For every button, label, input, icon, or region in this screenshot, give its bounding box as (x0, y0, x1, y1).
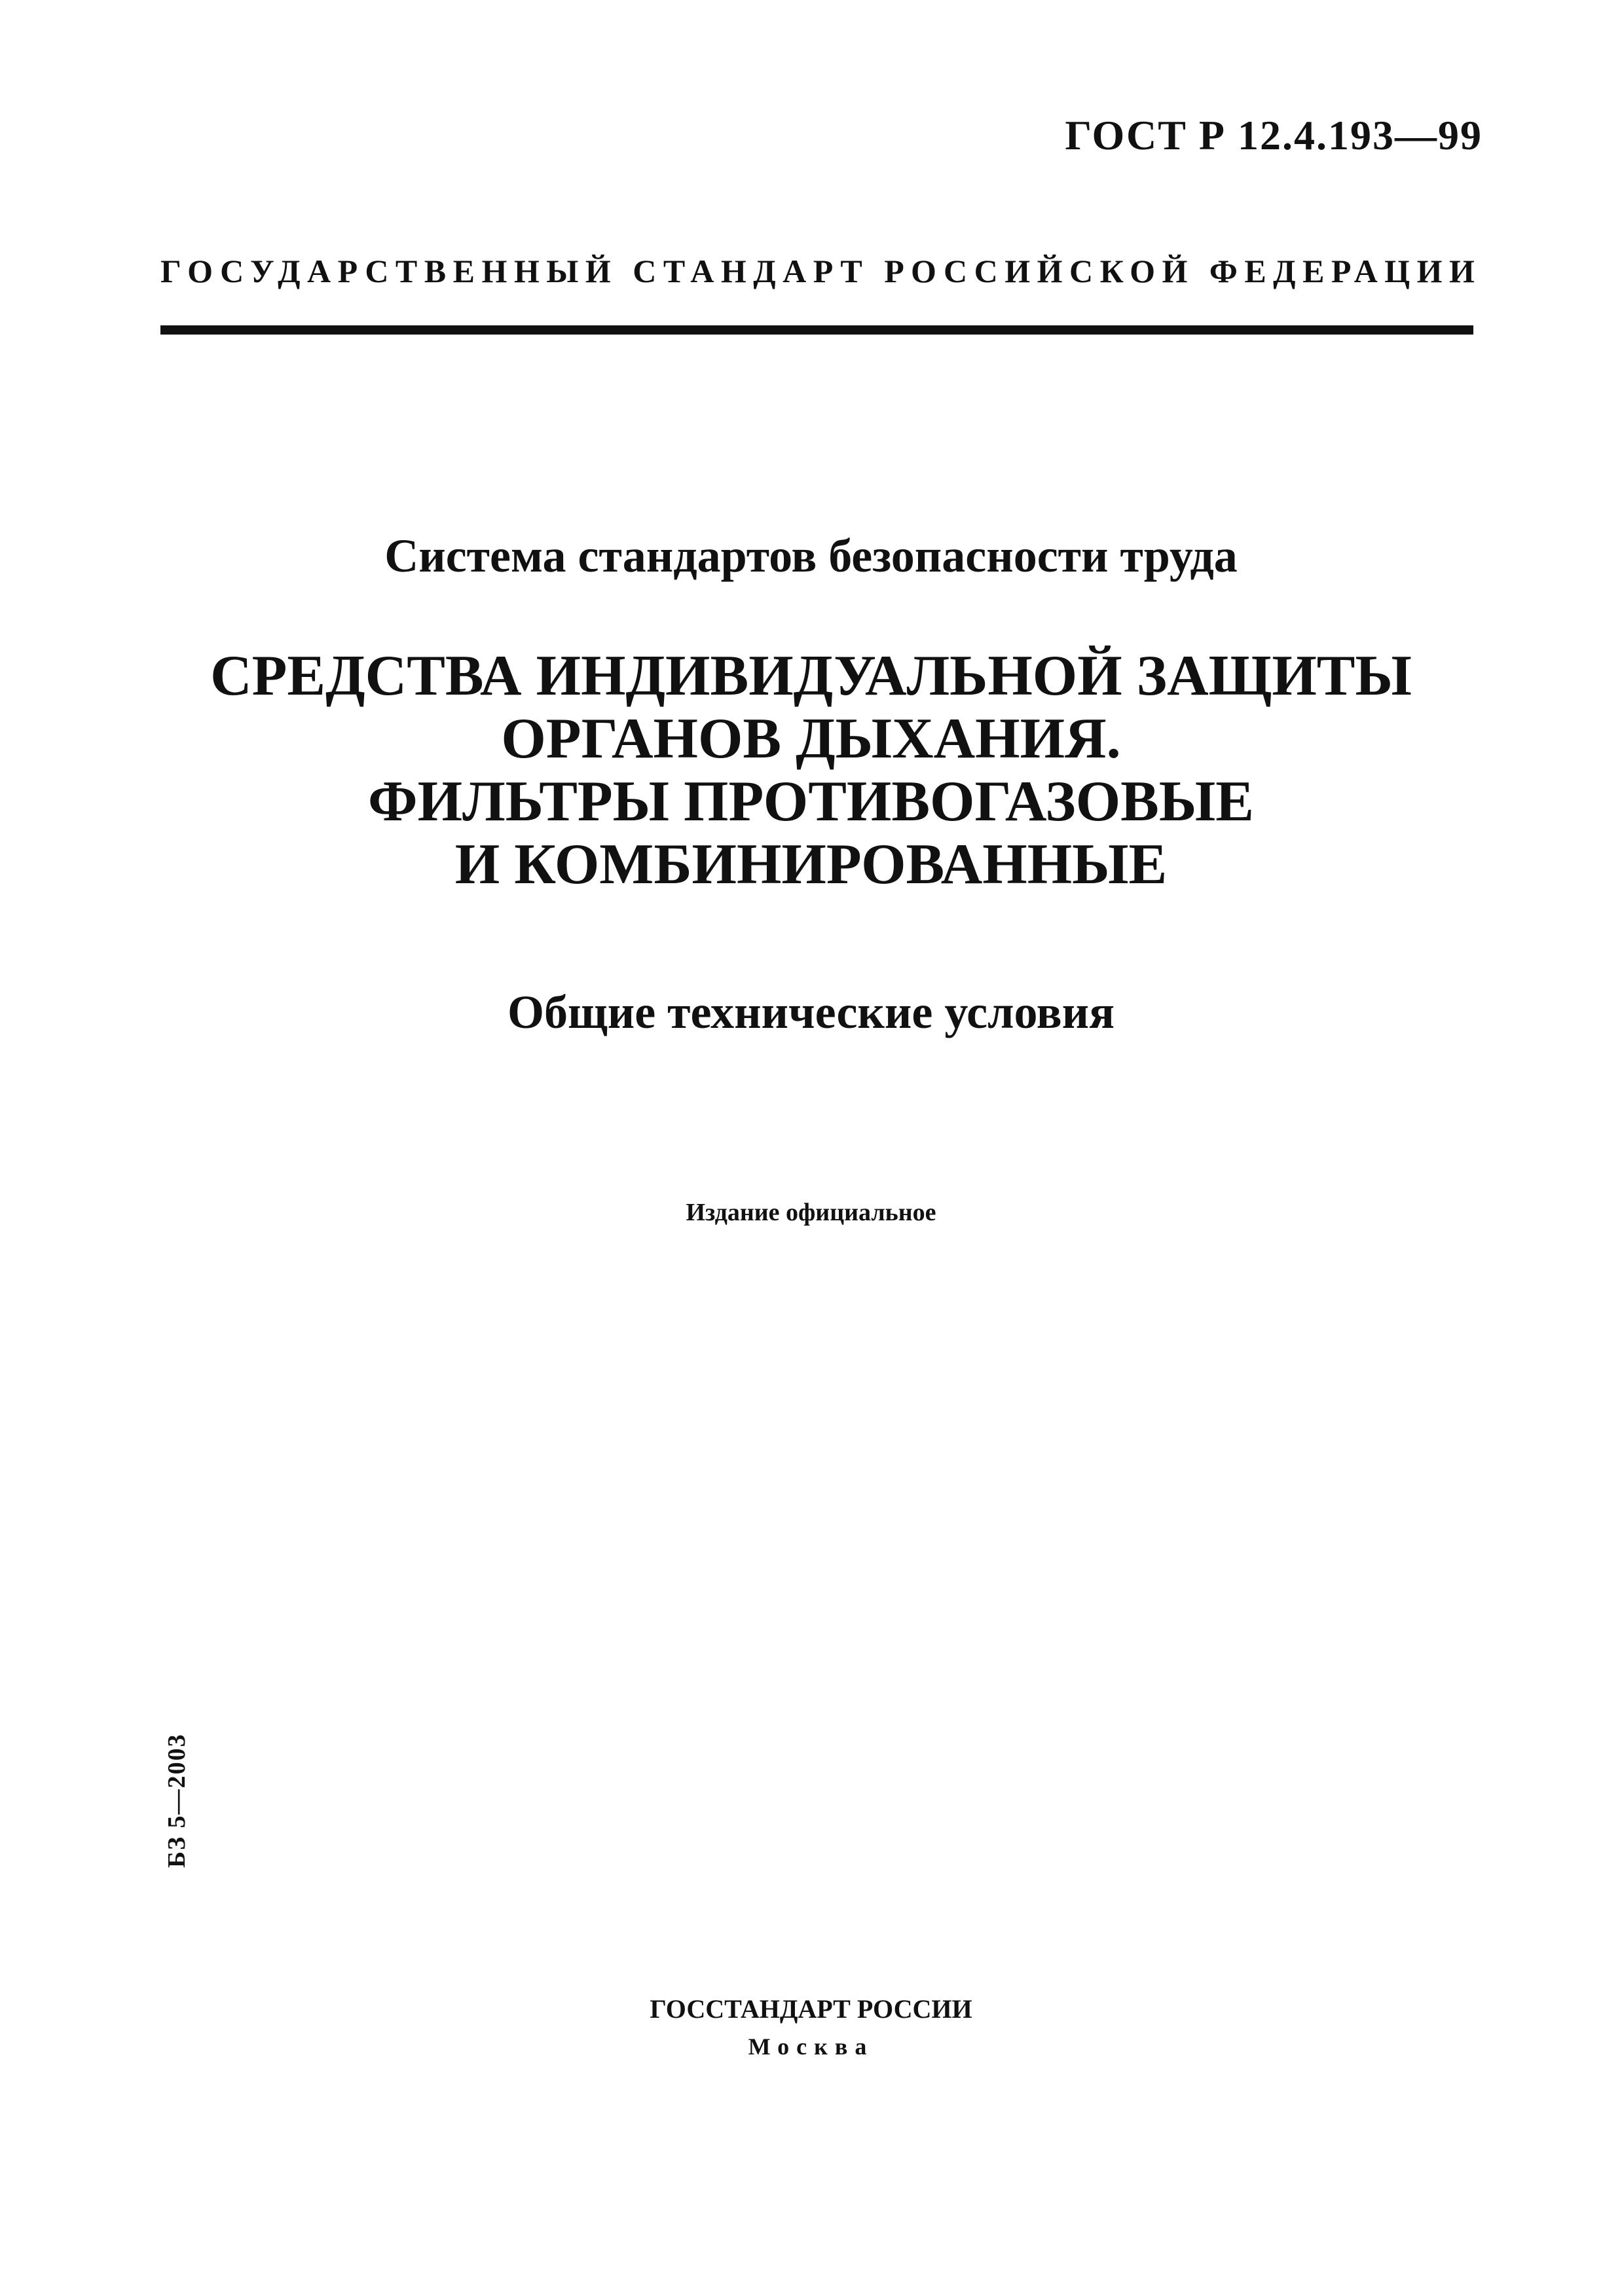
edition-note: Издание официальное (686, 1199, 936, 1226)
publisher-city: Москва (748, 2033, 874, 2060)
document-title (0, 645, 1622, 896)
heading-divider (160, 325, 1473, 335)
document-subtitle: Общие технические условия (507, 986, 1115, 1038)
document-number: ГОСТ Р 12.4.193—99 (1065, 112, 1483, 158)
title-line: ФИЛЬТРЫ ПРОТИВОГАЗОВЫЕ (368, 770, 1254, 833)
publisher-name: ГОССТАНДАРТ РОССИИ (650, 1994, 972, 2024)
state-standard-heading: ГОСУДАРСТВЕННЫЙ СТАНДАРТ РОССИЙСКОЙ ФЕДЕРАЦИИ (160, 253, 1482, 289)
title-line: ОРГАНОВ ДЫХАНИЯ. (501, 707, 1121, 771)
side-publication-code: БЗ 5—2003 (163, 1733, 191, 1868)
title-line: И КОМБИНИРОВАННЫЕ (454, 833, 1168, 896)
standards-series-title: Система стандартов безопасности труда (384, 530, 1238, 582)
title-line: СРЕДСТВА ИНДИВИДУАЛЬНОЙ ЗАЩИТЫ (210, 644, 1412, 708)
